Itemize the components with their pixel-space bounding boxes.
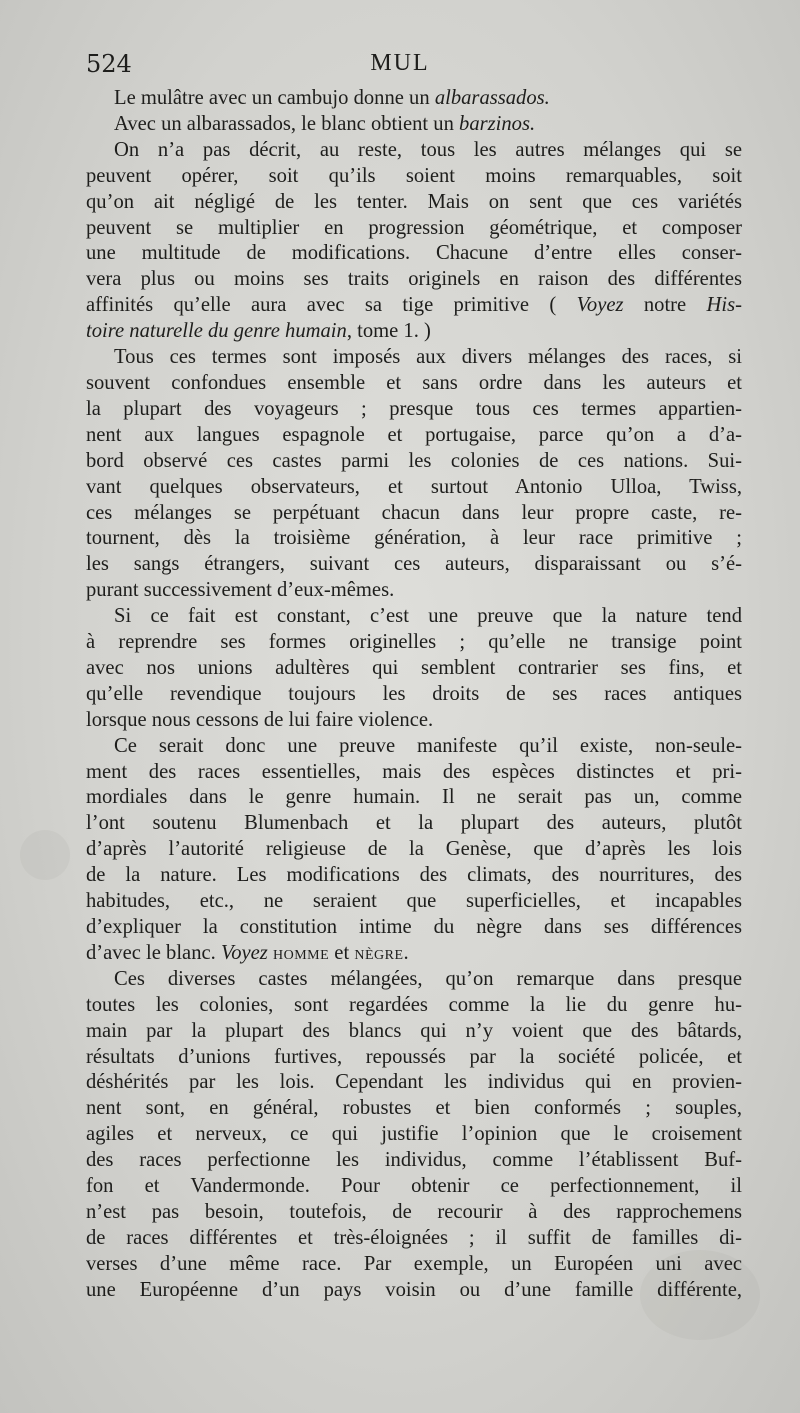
- text-run: n’est pas besoin, toutefois, de recourir à des rapprochemens: [86, 1200, 742, 1223]
- text-line: [86, 293, 742, 319]
- text-run: bord observé ces castes parmi les colonies de ces nations. Sui-: [86, 449, 742, 472]
- text-run: Si ce fait est constant, c’est une preuve que la nature tend: [114, 605, 742, 628]
- running-title: MUL: [370, 50, 430, 76]
- text-line: [86, 1226, 742, 1252]
- text-run: peuvent opérer, soit qu’ils soient moins remarquables, soit: [86, 164, 742, 187]
- text-run: de la nature. Les modifications des climats, des nourritures, des: [86, 864, 742, 887]
- text-line: [86, 475, 742, 501]
- text-run: agiles et nerveux, ce qui justifie l’opinion que le croisement: [86, 1123, 742, 1146]
- text-run: , tome 1. ): [346, 320, 431, 343]
- small-caps-text: homme: [272, 941, 330, 964]
- text-line: [86, 1148, 742, 1174]
- text-run: d’expliquer la constitution intime du nègre dans ses différences: [86, 916, 742, 938]
- text-line: [86, 1070, 742, 1096]
- text-line: [86, 501, 742, 527]
- italic-text: toire naturelle du genre humain: [86, 320, 347, 343]
- text-run: notre: [623, 294, 707, 317]
- text-line: [86, 1174, 742, 1200]
- text-run: On n’a pas décrit, au reste, tous les autres mélanges qui se: [114, 138, 742, 161]
- text-run: avec nos unions adultères qui semblent contrarier ses fins, et: [86, 656, 742, 679]
- text-run: ces mélanges se perpétuant chacun dans leur propre caste, re-: [86, 501, 742, 524]
- text-run: de races différentes et très-éloignées ; il suffit de familles di-: [86, 1226, 742, 1249]
- text-line: [86, 164, 742, 190]
- text-run: déshérités par les lois. Cependant les individus qui en provien-: [86, 1071, 742, 1094]
- text-run: une Européenne d’un pays voisin ou d’une famille différente,: [86, 1278, 742, 1301]
- italic-text: Voyez: [220, 941, 268, 964]
- text-run: vant quelques observateurs, et surtout Antonio Ulloa, Twiss,: [86, 475, 742, 498]
- text-run: nent sont, en général, robustes et bien conformés ; souples,: [86, 1097, 742, 1120]
- small-caps-text: nègre: [354, 941, 404, 964]
- text-line: [86, 345, 742, 371]
- running-head: [86, 50, 740, 84]
- text-line: [86, 1252, 742, 1278]
- text-line: [86, 682, 742, 708]
- text-line: [86, 760, 742, 786]
- text-line: [86, 837, 742, 863]
- text-line: [86, 216, 742, 242]
- italic-text: His-: [706, 294, 742, 317]
- text-run: affinités qu’elle aura avec sa tige primitive (: [86, 294, 577, 317]
- text-line: [86, 604, 742, 630]
- text-line: [86, 915, 742, 941]
- text-line: [86, 785, 742, 811]
- text-line: [86, 267, 742, 293]
- text-line: [86, 578, 742, 604]
- paper-stain: [20, 830, 70, 880]
- text-line: [86, 526, 742, 552]
- text-run: Ce serait donc une preuve manifeste qu’il existe, non-seule-: [114, 734, 742, 757]
- text-run: Ces diverses castes mélangées, qu’on remarque dans presque: [114, 967, 742, 990]
- text-line: [86, 319, 742, 345]
- text-run: résultats d’unions furtives, repoussés par la société policée, et: [86, 1045, 742, 1068]
- text-run: toutes les colonies, sont regardées comme la lie du genre hu-: [86, 993, 742, 1016]
- italic-text: albarassados.: [434, 87, 550, 109]
- text-run: habitudes, etc., ne seraient que superficielles, et incapables: [86, 890, 742, 913]
- text-line: [86, 397, 742, 423]
- text-line: [86, 630, 742, 656]
- italic-text: barzinos.: [459, 112, 536, 135]
- text-line: [86, 811, 742, 837]
- text-line: [86, 241, 742, 267]
- text-run: tournent, dès la troisième génération, à leur race primitive ;: [86, 527, 742, 550]
- text-run: qu’elle revendique toujours les droits de ses races antiques: [86, 682, 742, 705]
- text-run: souvent confondues ensemble et sans ordre dans les auteurs et: [86, 371, 742, 394]
- text-run: mordiales dans le genre humain. Il ne serait pas un, comme: [86, 786, 742, 809]
- text-run: verses d’une même race. Par exemple, un Européen uni avec: [86, 1252, 742, 1275]
- body-text: [86, 86, 742, 1304]
- text-line: [86, 1045, 742, 1071]
- text-line: [86, 423, 742, 449]
- text-line: [86, 86, 742, 112]
- text-run: la plupart des voyageurs ; presque tous ces termes appartien-: [86, 397, 742, 420]
- text-line: [86, 1096, 742, 1122]
- text-line: [86, 112, 742, 138]
- text-line: [86, 656, 742, 682]
- text-line: [86, 734, 742, 760]
- text-run: Le mulâtre avec un cambujo donne un: [114, 87, 435, 109]
- text-run: vera plus ou moins ses traits originels en raison des différentes: [86, 268, 742, 291]
- text-run: l’ont soutenu Blumenbach et la plupart des auteurs, plutôt: [86, 812, 742, 835]
- text-line: [86, 708, 742, 734]
- text-line: [86, 967, 742, 993]
- italic-text: Voyez: [576, 294, 624, 317]
- text-line: [86, 941, 742, 967]
- text-run: qu’on ait négligé de les tenter. Mais on sent que ces variétés: [86, 190, 742, 213]
- text-line: [86, 1200, 742, 1226]
- text-run: main par la plupart des blancs qui n’y voient que des bâtards,: [86, 1019, 742, 1042]
- text-run: et: [329, 941, 355, 964]
- text-line: [86, 889, 742, 915]
- text-run: fon et Vandermonde. Pour obtenir ce perfectionnement, il: [86, 1175, 742, 1198]
- text-run: nent aux langues espagnole et portugaise, parce qu’on a d’a-: [86, 423, 742, 446]
- text-run: d’avec le blanc.: [86, 941, 221, 964]
- text-line: [86, 190, 742, 216]
- text-line: [86, 1278, 742, 1304]
- page-number: 524: [86, 50, 132, 78]
- text-run: des races perfectionne les individus, comme l’établissent Buf-: [86, 1149, 742, 1172]
- text-run: lorsque nous cessons de lui faire violence.: [86, 708, 434, 731]
- text-run: une multitude de modifications. Chacune d’entre elles conser-: [86, 242, 742, 265]
- text-run: Tous ces termes sont imposés aux divers mélanges des races, si: [114, 346, 742, 369]
- text-line: [86, 138, 742, 164]
- text-line: [86, 993, 742, 1019]
- text-line: [86, 371, 742, 397]
- text-run: purant successivement d’eux-mêmes.: [86, 579, 395, 602]
- text-line: [86, 449, 742, 475]
- text-run: Avec un albarassados, le blanc obtient un: [114, 112, 460, 135]
- text-run: à reprendre ses formes originelles ; qu’elle ne transige point: [86, 631, 742, 654]
- text-run: ment des races essentielles, mais des espèces distinctes et pri-: [86, 760, 742, 783]
- text-run: peuvent se multiplier en progression géométrique, et composer: [86, 216, 742, 239]
- text-line: [86, 1019, 742, 1045]
- text-run: les sangs étrangers, suivant ces auteurs, disparaissant ou s’é-: [86, 553, 742, 576]
- text-run: .: [403, 941, 409, 964]
- text-run: d’après l’autorité religieuse de la Genèse, que d’après les lois: [86, 838, 742, 861]
- text-line: [86, 552, 742, 578]
- text-line: [86, 863, 742, 889]
- text-line: [86, 1122, 742, 1148]
